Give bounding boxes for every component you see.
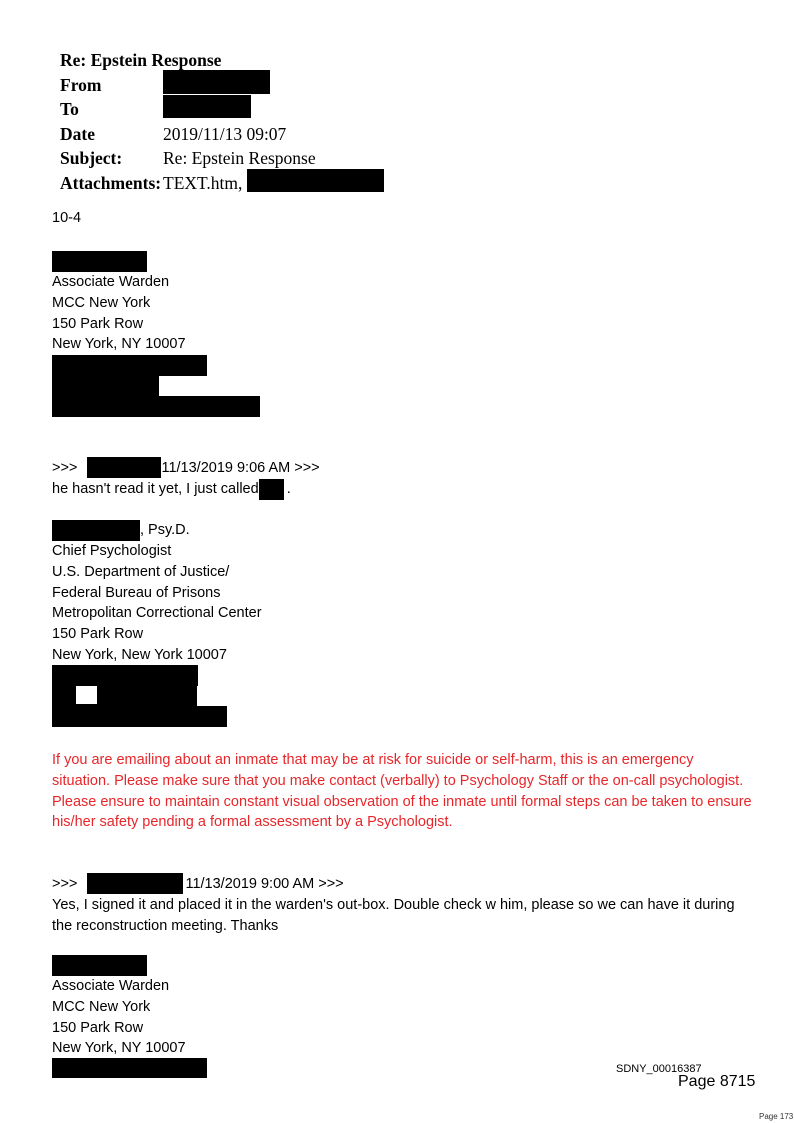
redaction-contact-1b bbox=[52, 376, 159, 396]
redaction-gap bbox=[76, 686, 97, 704]
signature-1-line: Associate Warden bbox=[52, 274, 170, 290]
warning-line: his/her safety pending a formal assessment by a Psychologist. bbox=[52, 814, 453, 831]
redaction-contact-2c bbox=[52, 706, 227, 727]
signature-1-line: New York, NY 10007 bbox=[52, 336, 186, 353]
warning-line: situation. Please make sure that you make contact (verbally) to Psychology Staff or the on-call psychologist. bbox=[52, 772, 744, 789]
signature-2-line: U.S. Department of Justice/ bbox=[52, 563, 230, 580]
redaction-contact-3 bbox=[52, 1058, 207, 1078]
quote-prefix: >>> bbox=[52, 460, 78, 476]
from-label: From bbox=[60, 74, 102, 95]
redaction-contact-2b bbox=[52, 686, 197, 706]
date-row bbox=[60, 122, 316, 147]
name-suffix bbox=[140, 520, 190, 541]
redaction-attachment bbox=[247, 169, 384, 192]
signature-3-line: 150 Park Row bbox=[52, 1019, 144, 1036]
redaction-sender-2 bbox=[87, 457, 161, 478]
signature-1 bbox=[52, 272, 186, 355]
signature-3 bbox=[52, 976, 186, 1059]
redaction-called-name bbox=[259, 479, 284, 500]
redaction-from bbox=[163, 70, 270, 94]
redaction-name-3 bbox=[52, 955, 147, 976]
warning-line: If you are emailing about an inmate that may be at risk for suicide or self-harm, this is an emergency bbox=[52, 752, 694, 768]
signature-2-line: Metropolitan Correctional Center bbox=[52, 605, 262, 622]
suicide-warning bbox=[52, 750, 752, 833]
attachments-label: Attachments: bbox=[60, 172, 162, 193]
redaction-name-1 bbox=[52, 251, 147, 272]
signature-3-line: Associate Warden bbox=[52, 978, 170, 994]
redaction-to bbox=[163, 95, 251, 118]
redaction-contact-2a bbox=[52, 665, 198, 686]
redaction-contact-1a bbox=[52, 355, 207, 376]
message-1-body: 10-4 bbox=[52, 210, 82, 226]
quote-time: 11/13/2019 9:06 AM >>> bbox=[161, 460, 320, 476]
signature-2-line: New York, New York 10007 bbox=[52, 646, 227, 663]
to-label: To bbox=[60, 99, 79, 119]
redaction-contact-1c bbox=[52, 396, 260, 417]
signature-2-line: 150 Park Row bbox=[52, 626, 144, 643]
signature-3-line: New York, NY 10007 bbox=[52, 1040, 186, 1057]
attachments-value: TEXT.htm, bbox=[163, 172, 243, 193]
email-title: Re: Epstein Response bbox=[60, 50, 222, 70]
message-2-body-start: he hasn't read it yet, I just called bbox=[52, 480, 259, 497]
bates-number: SDNY_00016387 bbox=[616, 1063, 702, 1075]
signature-1-line: MCC New York bbox=[52, 294, 151, 311]
subject-label: Subject: bbox=[60, 148, 123, 168]
message-3-body-line: the reconstruction meeting. Thanks bbox=[52, 917, 279, 934]
subject-row bbox=[60, 146, 316, 171]
warning-line: Please ensure to maintain constant visual observation of the inmate until formal steps can be taken to ensure bbox=[52, 793, 752, 810]
message-2-body-end: . bbox=[286, 480, 291, 497]
quote-prefix: >>> bbox=[52, 876, 78, 892]
signature-2-line: Federal Bureau of Prisons bbox=[52, 584, 221, 601]
signature-1-line: 150 Park Row bbox=[52, 315, 144, 332]
page-number: Page 8715 bbox=[678, 1073, 756, 1090]
date-value: 2019/11/13 09:07 bbox=[163, 123, 287, 144]
message-3-body-line: Yes, I signed it and placed it in the warden's out-box. Double check w him, please so we can have it during bbox=[52, 896, 735, 913]
redaction-sender-3 bbox=[87, 873, 183, 894]
subject-value: Re: Epstein Response bbox=[163, 148, 316, 168]
quote-time: 11/13/2019 9:00 AM >>> bbox=[185, 876, 344, 892]
small-page-number: Page 173 bbox=[759, 1112, 794, 1121]
psyd-suffix: , Psy.D. bbox=[140, 522, 190, 538]
signature-2 bbox=[52, 541, 262, 666]
redaction-name-2 bbox=[52, 520, 140, 541]
message-1 bbox=[52, 208, 81, 229]
signature-2-line: Chief Psychologist bbox=[52, 543, 172, 559]
signature-3-line: MCC New York bbox=[52, 998, 151, 1015]
date-label: Date bbox=[60, 123, 95, 144]
